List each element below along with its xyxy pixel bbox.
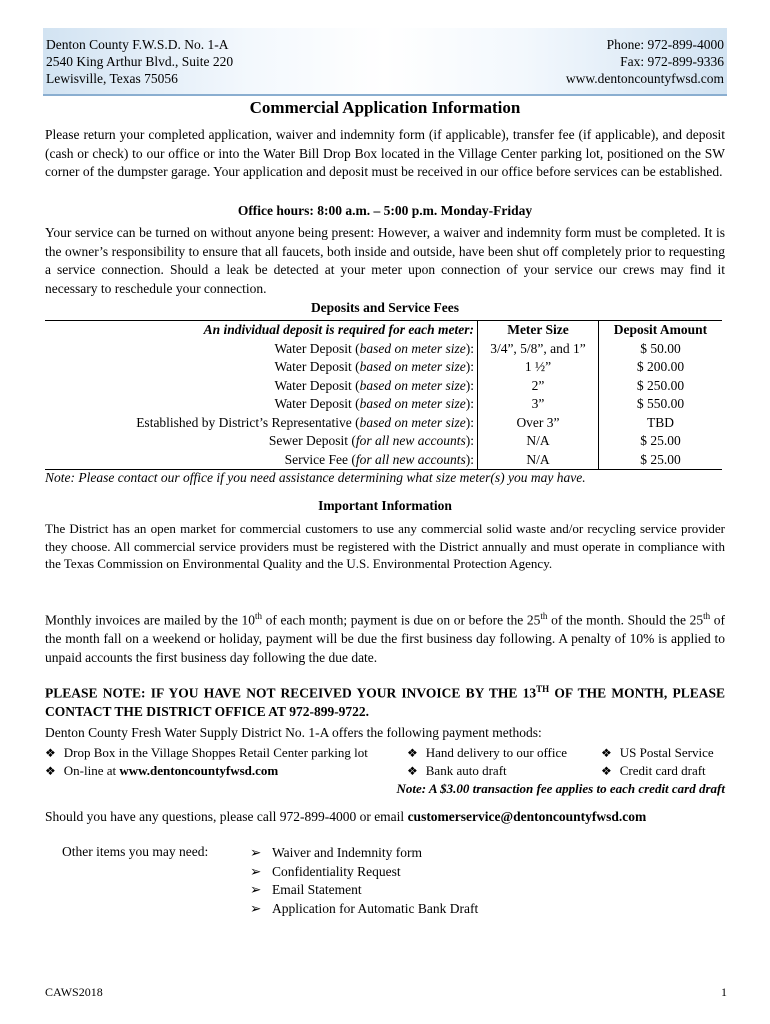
credit-card-fee-note: Note: A $3.00 transaction fee applies to each credit card draft xyxy=(396,781,725,796)
diamond-bullet-icon: ❖ xyxy=(601,764,612,778)
fee-row xyxy=(45,395,722,414)
arrow-bullet-icon: ➢ xyxy=(250,845,262,860)
website-link[interactable]: www.dentoncountyfwsd.com xyxy=(565,71,724,86)
fee-row xyxy=(45,358,722,377)
fee-meter-size: 3” xyxy=(478,395,599,414)
fee-row xyxy=(45,414,722,433)
fee-row xyxy=(45,451,722,470)
fee-amount: $ 250.00 xyxy=(636,377,685,393)
list-item: ➢ Waiver and Indemnity form xyxy=(250,844,478,863)
page-title: Commercial Application Information xyxy=(249,98,521,117)
fees-header-deposit-amount: Deposit Amount xyxy=(599,321,723,340)
fee-meter-size: 1 ½” xyxy=(478,358,599,377)
phone-number: Phone: 972-899-4000 xyxy=(606,37,724,52)
fees-header-description: An individual deposit is required for each meter: xyxy=(45,321,478,340)
city-state-zip: Lewisville, Texas 75056 xyxy=(46,71,178,86)
fees-table xyxy=(45,320,722,470)
form-code: CAWS2018 xyxy=(45,985,103,999)
fee-row xyxy=(45,340,722,359)
diamond-bullet-icon: ❖ xyxy=(45,764,56,778)
list-item: ➢ Confidentiality Request xyxy=(250,863,478,882)
fee-amount: TBD xyxy=(647,414,674,430)
list-item: ➢ Application for Automatic Bank Draft xyxy=(250,900,478,919)
intro-paragraph: Please return your completed application, waiver and indemnity form (if applicable), transfer fee (if applicable), and deposit (cash or check) to our office or into the Water Bill Drop Box located in the Village Center parking lot, positioned on the SW corner of the dumpster garage. Your application and deposit must be received in our office before services can be established. xyxy=(45,127,725,180)
fees-header-row xyxy=(45,321,722,340)
fee-row xyxy=(45,432,722,451)
payment-method-item: ❖ US Postal Service xyxy=(601,745,714,760)
payment-method-item: ❖ Drop Box in the Village Shoppes Retail Center parking lot xyxy=(45,745,368,760)
district-address xyxy=(46,36,233,87)
letterhead xyxy=(43,28,727,96)
arrow-bullet-icon: ➢ xyxy=(250,882,262,898)
online-payment-link[interactable]: www.dentoncountyfwsd.com xyxy=(119,763,279,778)
diamond-bullet-icon: ❖ xyxy=(45,746,56,760)
diamond-bullet-icon: ❖ xyxy=(407,764,418,778)
fee-description: Sewer Deposit (for all new accounts): xyxy=(45,432,478,451)
fee-description: Water Deposit (based on meter size): xyxy=(45,377,478,396)
office-hours: Office hours: 8:00 a.m. – 5:00 p.m. Monday-Friday xyxy=(237,203,533,218)
fax-number: Fax: 972-899-9336 xyxy=(620,54,724,69)
please-note-warning: PLEASE NOTE: IF YOU HAVE NOT RECEIVED YOUR INVOICE BY THE 13TH OF THE MONTH, PLEASE CONTACT THE DISTRICT OFFICE AT 972-899-9722. xyxy=(45,684,725,720)
fee-description: Water Deposit (based on meter size): xyxy=(45,358,478,377)
diamond-bullet-icon: ❖ xyxy=(601,746,612,760)
other-items-label: Other items you may need: xyxy=(62,844,209,859)
service-paragraph: Your service can be turned on without anyone being present: However, a waiver and indemnity form must be completed. It is the owner’s responsibility to ensure that all faucets, both inside and outside, have been shut off completely prior to requesting a service connection. Should a leak be detected at your meter upon connection of your service our crews may find it necessary to reschedule your connection. xyxy=(45,225,725,296)
diamond-bullet-icon: ❖ xyxy=(407,746,418,760)
important-heading: Important Information xyxy=(318,498,452,513)
fee-description: Water Deposit (based on meter size): xyxy=(45,395,478,414)
fees-header-meter-size: Meter Size xyxy=(478,321,599,340)
payment-method-item: ❖ Credit card draft xyxy=(601,763,706,778)
page-number: 1 xyxy=(721,985,727,999)
fee-amount: $ 200.00 xyxy=(636,359,685,374)
fee-row xyxy=(45,377,722,396)
customer-service-email[interactable]: customerservice@dentoncountyfwsd.com xyxy=(407,809,647,824)
questions-paragraph: Should you have any questions, please call 972-899-4000 or email customerservice@dentoncountyfwsd.com xyxy=(45,809,647,824)
fee-description: Service Fee (for all new accounts): xyxy=(45,451,478,470)
market-paragraph: The District has an open market for commercial customers to use any commercial solid waste and/or recycling service provider they choose. All commercial service providers must be registered with the District annually and must operate in compliance with the Texas Commission on Environmental Quality and the U.S. Environmental Protection Agency. xyxy=(45,521,725,572)
district-contact xyxy=(566,36,724,87)
fee-amount: $ 25.00 xyxy=(640,433,681,448)
meter-size-note: Note: Please contact our office if you need assistance determining what size meter(s) you may have. xyxy=(45,470,586,485)
payment-method-item: ❖ Hand delivery to our office xyxy=(407,745,568,760)
fee-amount: $ 25.00 xyxy=(599,451,723,470)
arrow-bullet-icon: ➢ xyxy=(250,863,262,879)
other-items-list xyxy=(250,844,478,918)
list-item: ➢ Email Statement xyxy=(250,881,478,900)
fee-description: Established by District’s Representative (based on meter size): xyxy=(45,414,478,433)
payment-method-item: ❖ Bank auto draft xyxy=(407,763,507,778)
street-address: 2540 King Arthur Blvd., Suite 220 xyxy=(46,54,234,69)
fee-meter-size: 3/4”, 5/8”, and 1” xyxy=(478,340,599,359)
invoice-paragraph: Monthly invoices are mailed by the 10th of each month; payment is due on or before the 25th of the month. Should the 25th of the month fall on a weekend or holiday, payment will be due the first business day following. A penalty of 10% is applied to unpaid accounts the first business day following the due date. xyxy=(45,611,726,665)
fee-meter-size: 2” xyxy=(478,377,599,396)
fee-meter-size: N/A xyxy=(478,432,599,451)
payment-intro: Denton County Fresh Water Supply District No. 1-A offers the following payment methods: xyxy=(45,725,542,740)
fee-meter-size: N/A xyxy=(478,451,599,470)
fees-heading: Deposits and Service Fees xyxy=(310,300,460,315)
fee-amount: $ 550.00 xyxy=(636,396,685,411)
district-name: Denton County F.W.S.D. No. 1-A xyxy=(46,37,229,52)
payment-method-item: ❖ On-line at www.dentoncountyfwsd.com xyxy=(45,763,279,778)
arrow-bullet-icon: ➢ xyxy=(250,900,262,916)
fee-amount: $ 50.00 xyxy=(640,340,681,356)
fee-description: Water Deposit (based on meter size): xyxy=(45,340,478,359)
fee-meter-size: Over 3” xyxy=(478,414,599,433)
payment-methods xyxy=(45,745,735,799)
